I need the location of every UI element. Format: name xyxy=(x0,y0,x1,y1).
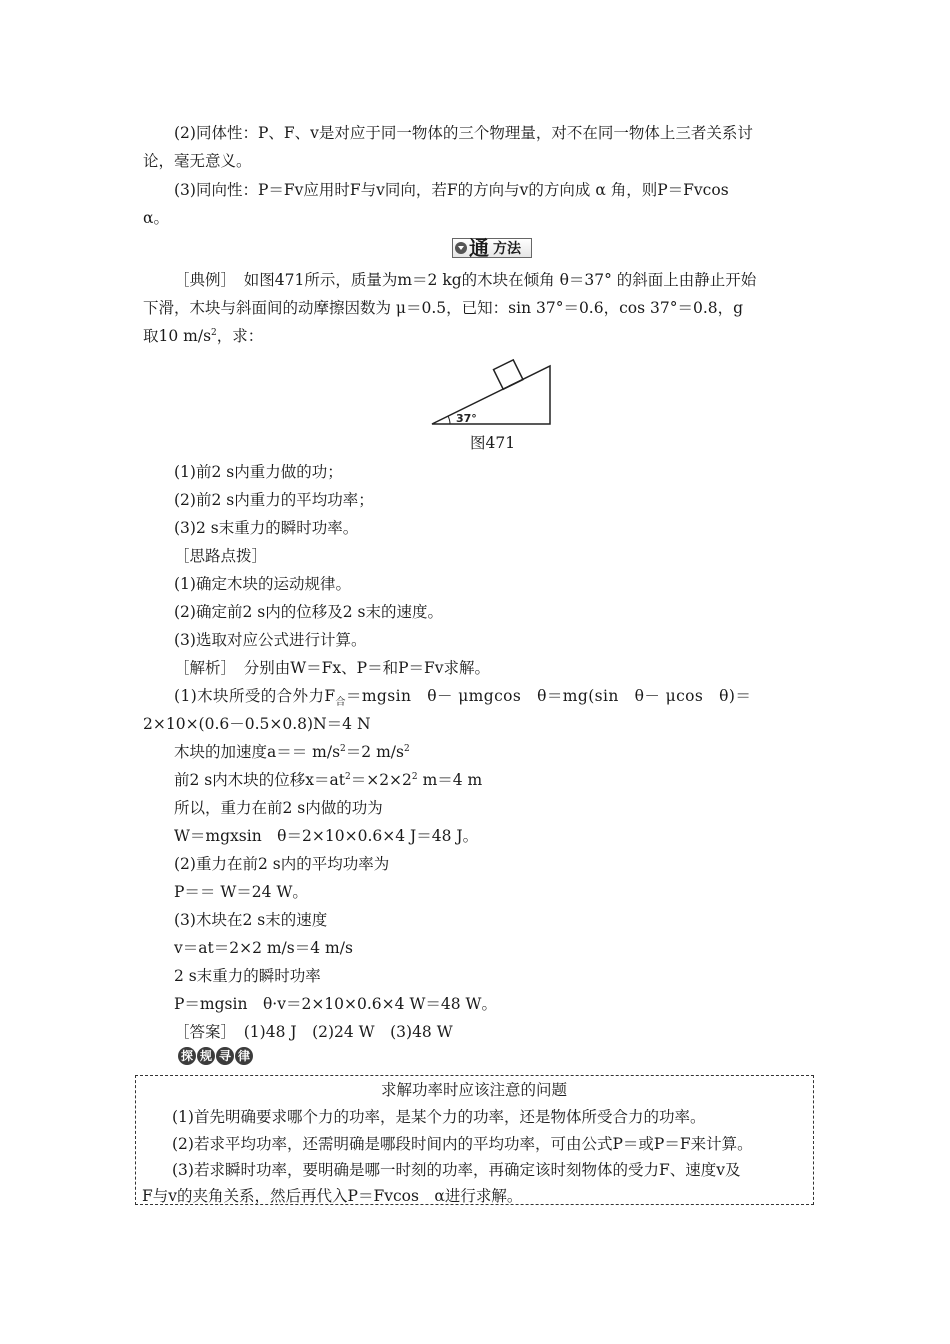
average-power-equation: P＝＝ W＝24 W。 xyxy=(174,883,308,901)
question-2: (2)前2 s内重力的平均功率； xyxy=(174,491,374,509)
rule-tag-char: 寻 xyxy=(216,1047,234,1065)
work-equation: W＝mgxsin θ＝2×10×0.6×4 J＝48 J。 xyxy=(174,827,479,845)
angle-arc xyxy=(448,416,450,424)
rule-tag-char: 规 xyxy=(197,1047,215,1065)
solution-step-1-result: 2×10×(0.6－0.5×0.8)N＝4 N xyxy=(143,715,371,733)
banner-big-char: 通 xyxy=(469,236,489,260)
note-box xyxy=(135,1075,814,1205)
solution-step-2: (2)重力在前2 s内的平均功率为 xyxy=(174,855,390,873)
property-3-line-2: α。 xyxy=(143,209,169,227)
rule-tag-char: 探 xyxy=(178,1047,196,1065)
solution-step-3: (3)木块在2 s末的速度 xyxy=(174,911,328,929)
example-line-1: ［典例］ 如图471所示，质量为m＝2 kg的木块在倾角 θ＝37° 的斜面上由静止开始 xyxy=(174,271,757,289)
property-2-line-2: 论，毫无意义。 xyxy=(143,152,252,170)
velocity-equation: v＝at＝2×2 m/s＝4 m/s xyxy=(174,939,353,957)
method-section-banner xyxy=(452,236,532,260)
work-intro: 所以，重力在前2 s内做的功为 xyxy=(174,799,383,817)
note-line-3: (3)若求瞬时功率，要明确是哪一时刻的功率，再确定该时刻物体的受力F、速度v及 xyxy=(172,1161,741,1179)
example-line-2: 下滑，木块与斜面间的动摩擦因数为 μ＝0.5，已知：sin 37°＝0.6，cos 37°＝0.8，g xyxy=(143,299,744,317)
hint-item-3: (3)选取对应公式进行计算。 xyxy=(174,631,367,649)
wooden-block xyxy=(494,360,523,389)
hint-item-2: (2)确定前2 s内的位移及2 s末的速度。 xyxy=(174,603,443,621)
hint-title: ［思路点拨］ xyxy=(174,547,268,565)
rule-tag-char: 律 xyxy=(235,1047,253,1065)
question-1: (1)前2 s内重力做的功； xyxy=(174,463,343,481)
figure-caption: 图471 xyxy=(470,434,516,452)
note-title: 求解功率时应该注意的问题 xyxy=(380,1081,567,1099)
instant-power-equation: P＝mgsin θ·v＝2×10×0.6×4 W＝48 W。 xyxy=(174,995,497,1013)
property-2-line-1: (2)同体性：P、F、v是对应于同一物体的三个物理量，对不在同一物体上三者关系讨 xyxy=(174,124,753,142)
incline-figure xyxy=(428,348,558,430)
note-line-2: (2)若求平均功率，还需明确是哪段时间内的平均功率，可由公式P＝或P＝F来计算。 xyxy=(172,1135,753,1153)
solution-intro: ［解析］ 分别由W＝Fx、P＝和P＝Fv求解。 xyxy=(174,659,491,677)
answer-line: ［答案］ (1)48 J (2)24 W (3)48 W xyxy=(174,1023,453,1041)
note-line-1: (1)首先明确要求哪个力的功率，是某个力的功率，还是物体所受合力的功率。 xyxy=(172,1108,706,1126)
banner-small-text: 方法 xyxy=(493,241,521,257)
acceleration-line: 木块的加速度$a== m/s^2=2$ $m/s^2$ xyxy=(174,743,410,761)
solution-step-1: (1)木块所受的合外力$F_合=mgsin$ θ－ μmgcos θ＝mg(sin θ－ μcos θ)＝ xyxy=(174,687,752,709)
example-line-3: 取10 $m/s^2$，求： xyxy=(143,327,264,345)
rule-tag xyxy=(178,1047,254,1067)
note-line-4: F与v的夹角关系，然后再代入P＝Fvcos α进行求解。 xyxy=(142,1187,523,1205)
instant-power-intro: 2 s末重力的瞬时功率 xyxy=(174,967,321,985)
question-3: (3)2 s末重力的瞬时功率。 xyxy=(174,519,359,537)
hint-item-1: (1)确定木块的运动规律。 xyxy=(174,575,351,593)
property-3-line-1: (3)同向性：P＝Fv应用时F与v同向，若F的方向与v的方向成 α 角，则P＝Fvcos xyxy=(174,181,729,199)
angle-label: 37° xyxy=(456,412,477,425)
displacement-line: 前2 s内木块的位移$x=at^2=\times 2\times 2^2$ m＝4 m xyxy=(174,771,483,789)
arrow-down-icon xyxy=(455,242,467,254)
incline-triangle xyxy=(432,366,550,424)
